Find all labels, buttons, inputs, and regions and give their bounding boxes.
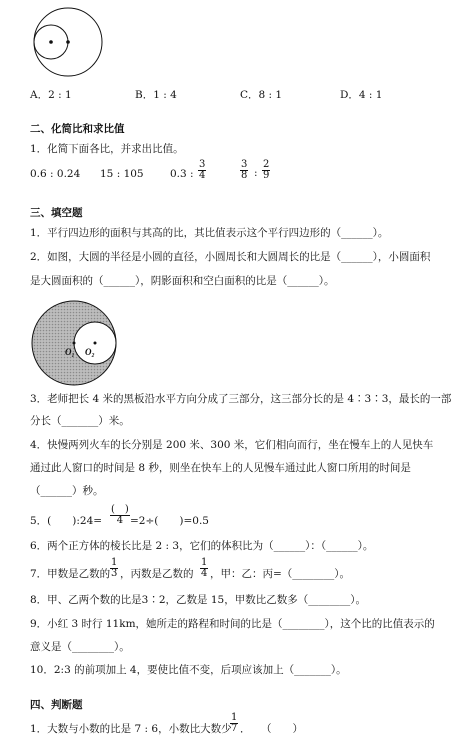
numerator: 1 — [201, 557, 208, 568]
ratio-3-fraction — [198, 160, 206, 181]
option-d: D．4 : 1 — [340, 89, 383, 101]
denominator: 9 — [263, 170, 270, 181]
s3-q9-line2: 意义是（________）。 — [30, 641, 130, 653]
s3-q3-line1: 3．老师把长 4 米的黑板沿水平方向分成了三部分，这三部分长的是 4∶3∶3，最长的一部 — [30, 393, 452, 405]
s3-q10: 10．2:3 的前项加上 4，要使比值不变，后项应该加上（_______）。 — [30, 664, 347, 676]
s2-q1: 1．化简下面各比，并求出比值。 — [30, 143, 184, 155]
ratio-3-prefix: 0.3 : — [170, 168, 194, 180]
ratio-4-fraction-a — [240, 160, 248, 181]
q5-part-a: 5．( ):24= — [30, 515, 103, 527]
q7-fraction-1 — [110, 558, 118, 579]
s3-q8: 8．甲、乙两个数的比是3∶2，乙数是 15，甲数比乙数多（________）。 — [30, 594, 366, 606]
denominator: 4 — [201, 568, 208, 579]
numerator: 1 — [231, 712, 238, 723]
denominator: 7 — [231, 723, 238, 734]
denominator: 3 — [111, 568, 118, 579]
s3-q2-line2: 是大圆面积的（______），阴影面积和空白面积的比是（______）。 — [30, 275, 335, 287]
s3-q4-line3: （______）秒。 — [30, 485, 104, 497]
s4-q1-part-b: ． （ ） — [240, 723, 303, 735]
q7-part-a: 7．甲数是乙数的 — [30, 568, 111, 580]
denominator: 8 — [241, 170, 248, 181]
center-o2-dot — [94, 342, 97, 345]
numerator: 3 — [199, 159, 206, 170]
label-o2: O₂ — [85, 347, 95, 357]
s3-q3-line2: 分长（_______）米。 — [30, 415, 130, 427]
numerator: 1 — [111, 557, 118, 568]
s3-q9-line1: 9．小红 3 时行 11km，她所走的路程和时间的比是（________），这个比的比值表示的 — [30, 618, 435, 630]
s3-q1: 1．平行四边形的面积与其高的比，其比值表示这个平行四边形的（______）。 — [30, 227, 389, 239]
q5-fraction — [110, 505, 130, 526]
section2-title: 二、化简比和求比值 — [30, 123, 125, 135]
q7-part-b: ，丙数是乙数的 — [120, 568, 194, 580]
s4-q1-fraction — [230, 713, 238, 734]
numerator: 2 — [263, 159, 270, 170]
shaded-circle-figure — [30, 299, 118, 387]
option-b: B．1 : 4 — [135, 89, 177, 101]
option-c: C．8 : 1 — [240, 89, 283, 101]
s3-q4-line1: 4．快慢两列火车的长分别是 200 米、300 米，它们相向而行，坐在慢车上的人见快车 — [30, 439, 434, 451]
q7-part-c: ，甲：乙：丙=（________）。 — [210, 568, 351, 580]
q7-fraction-2 — [200, 558, 208, 579]
section3-title: 三、填空题 — [30, 207, 83, 219]
label-o1: O₁ — [65, 347, 75, 357]
ratio-4-fraction-b — [262, 160, 270, 181]
q5-part-b: =2÷( )=0.5 — [130, 515, 209, 527]
option-a: A．2 : 1 — [30, 89, 72, 101]
numerator: 3 — [241, 159, 248, 170]
s3-q2-line1: 2．如图，大圆的半径是小圆的直径，小圆周长和大圆周长的比是（______），小圆面积 — [30, 251, 431, 263]
s4-q1-part-a: 1．大数与小数的比是 7 : 6，小数比大数少 — [30, 723, 232, 735]
s3-q4-line2: 通过此人窗口的时间是 8 秒，则坐在快车上的人见慢车通过此人窗口所用的时间是 — [30, 462, 411, 474]
center-o1-dot — [73, 342, 76, 345]
s3-q6: 6．两个正方体的棱长比是 2 : 3，它们的体积比为（______）：（______）。 — [30, 540, 374, 552]
denominator: 4 — [199, 170, 206, 181]
ratio-2: 15 : 105 — [100, 168, 144, 180]
center-dot — [49, 40, 53, 44]
ratio-4-colon: : — [254, 167, 258, 179]
numerator: ( ) — [111, 504, 129, 515]
top-circles-figure — [30, 6, 106, 78]
center-dot — [66, 40, 70, 44]
denominator: 4 — [116, 515, 124, 526]
ratio-1: 0.6 : 0.24 — [30, 168, 81, 180]
section4-title: 四、判断题 — [30, 699, 83, 711]
